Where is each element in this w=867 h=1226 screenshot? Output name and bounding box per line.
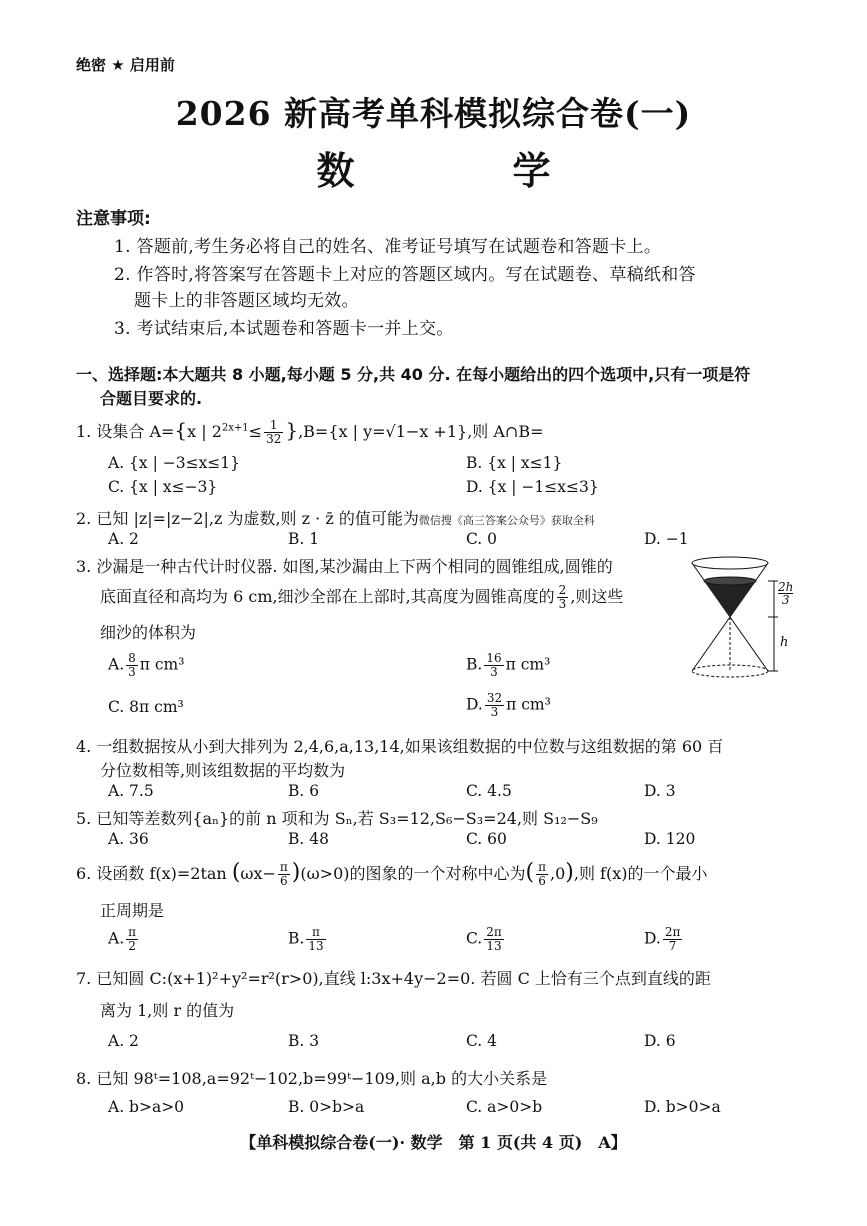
question-5-option-d: D. 120 xyxy=(644,830,696,848)
question-2-stem: 2. 已知 |z|=|z−2|,z 为虚数,则 z · z̄ 的值可能为微信搜《高三答案公众号》获取全科 xyxy=(76,509,595,528)
question-3-option-a: A. $\frac{8}{3}$ π cm³ xyxy=(108,651,185,679)
notice-item-2: 2. 作答时,将答案写在答题卡上对应的答题区域内。写在试题卷、草稿纸和答 xyxy=(114,265,696,285)
watermark-text: 微信搜《高三答案公众号》获取全科 xyxy=(418,514,595,527)
question-7-line-2: 离为 1,则 r 的值为 xyxy=(100,1001,235,1020)
question-2-option-d: D. −1 xyxy=(644,530,689,548)
notice-item-1: 1. 答题前,考生务必将自己的姓名、准考证号填写在试题卷和答题卡上。 xyxy=(114,237,662,257)
question-1-option-a: A. {x | −3≤x≤1} xyxy=(108,454,241,472)
question-2-option-a: A. 2 xyxy=(108,530,139,548)
question-1-option-c: C. {x | x≤−3} xyxy=(108,478,218,496)
page-footer: 【单科模拟综合卷(一)· 数学 第 1 页(共 4 页) A】 xyxy=(240,1133,627,1152)
question-3-line-1: 3. 沙漏是一种古代计时仪器. 如图,某沙漏由上下两个相同的圆锥组成,圆锥的 xyxy=(76,557,613,576)
notice-item-2-cont: 题卡上的非答题区域均无效。 xyxy=(134,291,359,311)
question-2-option-c: C. 0 xyxy=(466,530,498,548)
question-8-option-a: A. b>a>0 xyxy=(108,1098,185,1116)
hourglass-diagram xyxy=(690,555,800,685)
question-8-stem: 8. 已知 98ᵗ=108,a=92ᵗ−102,b=99ᵗ−109,则 a,b 的大小关系是 xyxy=(76,1069,548,1088)
question-7-option-a: A. 2 xyxy=(108,1032,139,1050)
question-3-option-c: C. 8π cm³ xyxy=(108,698,184,716)
question-4-option-b: B. 6 xyxy=(288,782,320,800)
confidential-label: 绝密 ★ 启用前 xyxy=(76,56,175,74)
question-8-option-c: C. a>0>b xyxy=(466,1098,543,1116)
question-7-option-b: B. 3 xyxy=(288,1032,320,1050)
question-6-option-b: B. $\frac{\pi}{13}$ xyxy=(288,925,324,953)
hourglass-figure xyxy=(690,555,800,685)
question-6-option-a: A. $\frac{\pi}{2}$ xyxy=(108,925,137,953)
question-2-option-b: B. 1 xyxy=(288,530,320,548)
question-3-option-b: B. $\frac{16}{3}$ π cm³ xyxy=(466,651,551,679)
question-3-line-3: 细沙的体积为 xyxy=(100,623,197,642)
question-6-line-1: 6. 设函数 f(x)=2tan (ωx− $\frac{\pi}{6}$ )(ω>0)的图象的一个对称中心为( $\frac{\pi}{6}$ ,0),则 f(x)的一个最小 xyxy=(76,860,708,888)
question-5-option-c: C. 60 xyxy=(466,830,507,848)
question-5-option-b: B. 48 xyxy=(288,830,329,848)
question-7-option-c: C. 4 xyxy=(466,1032,498,1050)
question-8-option-b: B. 0>b>a xyxy=(288,1098,365,1116)
question-4-option-a: A. 7.5 xyxy=(108,782,154,800)
figure-label-2h-3: 2h 3 xyxy=(778,580,794,607)
question-6-option-d: D. $\frac{2\pi}{7}$ xyxy=(644,925,681,953)
notice-heading: 注意事项: xyxy=(76,209,151,229)
question-5-stem: 5. 已知等差数列{aₙ}的前 n 项和为 Sₙ,若 S₃=12,S₆−S₃=24,则 S₁₂−S₉ xyxy=(76,809,598,828)
question-4-line-2: 分位数相等,则该组数据的平均数为 xyxy=(100,761,346,780)
question-1-option-b: B. {x | x≤1} xyxy=(466,454,563,472)
question-6-option-c: C. $\frac{2\pi}{13}$ xyxy=(466,925,502,953)
question-4-option-d: D. 3 xyxy=(644,782,676,800)
question-1-stem: 1. 设集合 A={x | $2^{2x+1}\le$ $\frac{1}{32}$ },B={x | y=√1−x +1},则 A∩B= xyxy=(76,418,544,446)
question-1-option-d: D. {x | −1≤x≤3} xyxy=(466,478,599,496)
question-7-line-1: 7. 已知圆 C:(x+1)²+y²=r²(r>0),直线 l:3x+4y−2=0. 若圆 C 上恰有三个点到直线的距 xyxy=(76,969,711,988)
notice-item-3: 3. 考试结束后,本试题卷和答题卡一并上交。 xyxy=(114,319,454,339)
section-heading: 一、选择题:本大题共 8 小题,每小题 5 分,共 40 分. 在每小题给出的四个选项中,只有一项是符 xyxy=(76,365,751,384)
figure-label-h: h xyxy=(780,635,789,650)
question-4-line-1: 4. 一组数据按从小到大排列为 2,4,6,a,13,14,如果该组数据的中位数与这组数据的第 60 百 xyxy=(76,737,724,756)
exam-title: 2026 新高考单科模拟综合卷(一) xyxy=(175,94,692,133)
question-4-option-c: C. 4.5 xyxy=(466,782,512,800)
question-8-option-d: D. b>0>a xyxy=(644,1098,721,1116)
subject-title: 数 学 xyxy=(316,148,611,193)
section-heading-cont: 合题目要求的. xyxy=(100,389,203,408)
question-5-option-a: A. 36 xyxy=(108,830,149,848)
question-3-option-d: D. $\frac{32}{3}$ π cm³ xyxy=(466,691,551,719)
question-7-option-d: D. 6 xyxy=(644,1032,676,1050)
question-6-line-2: 正周期是 xyxy=(100,901,165,920)
question-3-line-2: 底面直径和高均为 6 cm,细沙全部在上部时,其高度为圆锥高度的 $\frac{2}{3}$ ,则这些 xyxy=(100,583,624,611)
